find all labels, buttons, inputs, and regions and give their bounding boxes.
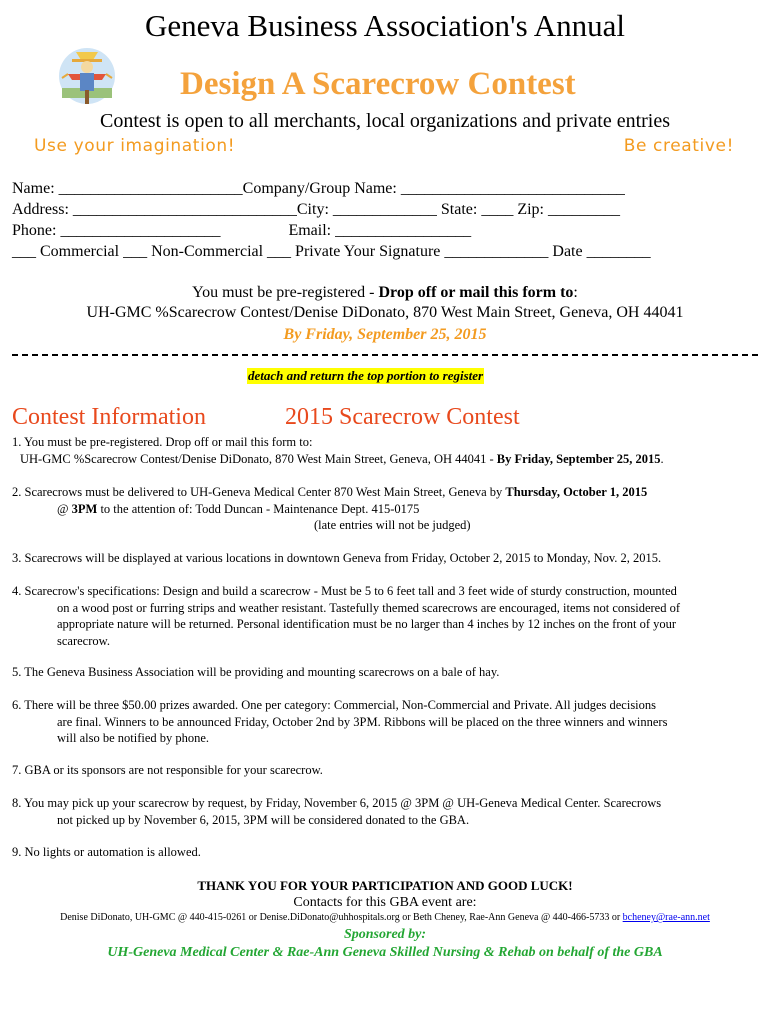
item-line: 3. Scarecrows will be displayed at various locations in downtown Geneva from Friday, October 2, 2015 to Monday, Nov. 2, 2015. <box>12 551 662 565</box>
item-bold: By Friday, September 25, 2015 <box>496 451 661 466</box>
item-line: 8. You may pick up your scarecrow by request, by Friday, November 6, 2015 @ 3PM @ UH-Geneva Medical Center. Scarecrows <box>12 796 662 810</box>
item-line <box>12 501 760 518</box>
tagline-imagination: Use your imagination! <box>34 136 236 156</box>
contest-subtitle: Contest is open to all merchants, local organizations and private entries <box>99 110 671 132</box>
registration-note <box>0 284 770 302</box>
contact-email-link[interactable]: bcheney@rae-ann.net <box>622 912 710 923</box>
scarecrow-icon <box>50 40 124 106</box>
list-item <box>12 583 760 649</box>
detach-note: detach and return the top portion to register <box>248 368 484 383</box>
item-line: 7. GBA or its sponsors are not responsible for your scarecrow. <box>12 763 323 777</box>
contest-info-heading: Contest Information <box>12 404 206 430</box>
contacts-text: Denise DiDonato, UH-GMC @ 440-415-0261 or Denise.DiDonato@uhhospitals.org or Beth Cheney, Rae-Ann Geneva @ 440-466-5733 or <box>60 912 623 923</box>
item-line: on a wood post or furring strips and weather resistant. Tastefully themed scarecrows are encouraged, items not considered of <box>57 600 681 615</box>
item-text: . <box>660 451 664 466</box>
contest-year-heading: 2015 Scarecrow Contest <box>285 404 520 430</box>
item-line: 5. The Geneva Business Association will be providing and mounting scarecrows on a bale of hay. <box>12 665 500 679</box>
contacts-heading: Contacts for this GBA event are: <box>293 895 477 910</box>
item-line: will also be notified by phone. <box>57 731 210 745</box>
item-line: appropriate nature will be returned. Personal identification must be no larger than 4 inches by 12 inches on the front of your <box>57 617 677 631</box>
list-item <box>12 697 760 747</box>
registration-deadline: By Friday, September 25, 2015 <box>283 326 487 343</box>
item-text: 2. Scarecrows must be delivered to UH-Geneva Medical Center 870 West Main Street, Geneva by <box>12 485 506 499</box>
list-item <box>12 795 760 828</box>
registration-pre: You must be pre-registered - <box>192 284 379 301</box>
form-line-phone[interactable]: Phone: ____________________ Email: _________________ <box>12 222 472 239</box>
sponsored-label: Sponsored by: <box>343 927 427 942</box>
item-line <box>12 451 760 468</box>
item-line: not picked up by November 6, 2015, 3PM will be considered donated to the GBA. <box>57 812 470 827</box>
form-line-address[interactable]: Address: ____________________________City: _____________ State: ____ Zip: _________ <box>12 201 620 218</box>
item-line: scarecrow. <box>57 633 110 648</box>
item-bold: 3PM <box>71 501 98 516</box>
form-line-category[interactable]: ___ Commercial ___ Non-Commercial ___ Private Your Signature _____________ Date ________ <box>12 243 651 260</box>
list-item <box>12 550 760 567</box>
item-text: UH-GMC %Scarecrow Contest/Denise DiDonato, 870 West Main Street, Geneva, OH 44041 - <box>20 451 497 466</box>
item-text: @ <box>57 501 72 516</box>
contest-title: Design A Scarecrow Contest <box>180 66 576 102</box>
registration-address: UH-GMC %Scarecrow Contest/Denise DiDonato, 870 West Main Street, Geneva, OH 44041 <box>86 304 684 321</box>
thanks-note: THANK YOU FOR YOUR PARTICIPATION AND GOOD LUCK! <box>197 878 573 893</box>
registration-bold: Drop off or mail this form to <box>378 284 574 301</box>
list-item <box>12 434 760 467</box>
item-line: are final. Winners to be announced Friday, October 2nd by 3PM. Ribbons will be placed on the three winners and winners <box>57 714 668 729</box>
list-item <box>12 484 760 534</box>
item-bold: Thursday, October 1, 2015 <box>505 485 648 499</box>
list-item <box>12 762 760 779</box>
page-title: Geneva Business Association's Annual <box>144 8 625 43</box>
list-item <box>12 664 760 681</box>
item-line: (late entries will not be judged) <box>314 518 471 532</box>
item-line: 6. There will be three $50.00 prizes awarded. One per category: Commercial, Non-Commercial and Private. All judges decisions <box>12 698 657 712</box>
registration-post: : <box>573 284 578 301</box>
item-text: to the attention of: Todd Duncan - Maintenance Dept. 415-0175 <box>97 501 420 516</box>
item-line: 1. You must be pre-registered. Drop off or mail this form to: <box>12 435 313 449</box>
tagline-creative: Be creative! <box>623 136 734 156</box>
form-line-name[interactable]: Name: _______________________Company/Group Name: ____________________________ <box>12 180 625 197</box>
item-line: 4. Scarecrow's specifications: Design and build a scarecrow - Must be 5 to 6 feet tall and 3 feet wide of sturdy construction, mounted <box>12 584 677 598</box>
list-item <box>12 844 760 861</box>
contacts-line <box>0 912 770 923</box>
sponsors-line: UH-Geneva Medical Center & Rae-Ann Geneva Skilled Nursing & Rehab on behalf of the GBA <box>107 945 663 960</box>
item-line: 9. No lights or automation is allowed. <box>12 845 201 859</box>
detach-line <box>12 354 758 356</box>
item-line <box>12 484 760 501</box>
